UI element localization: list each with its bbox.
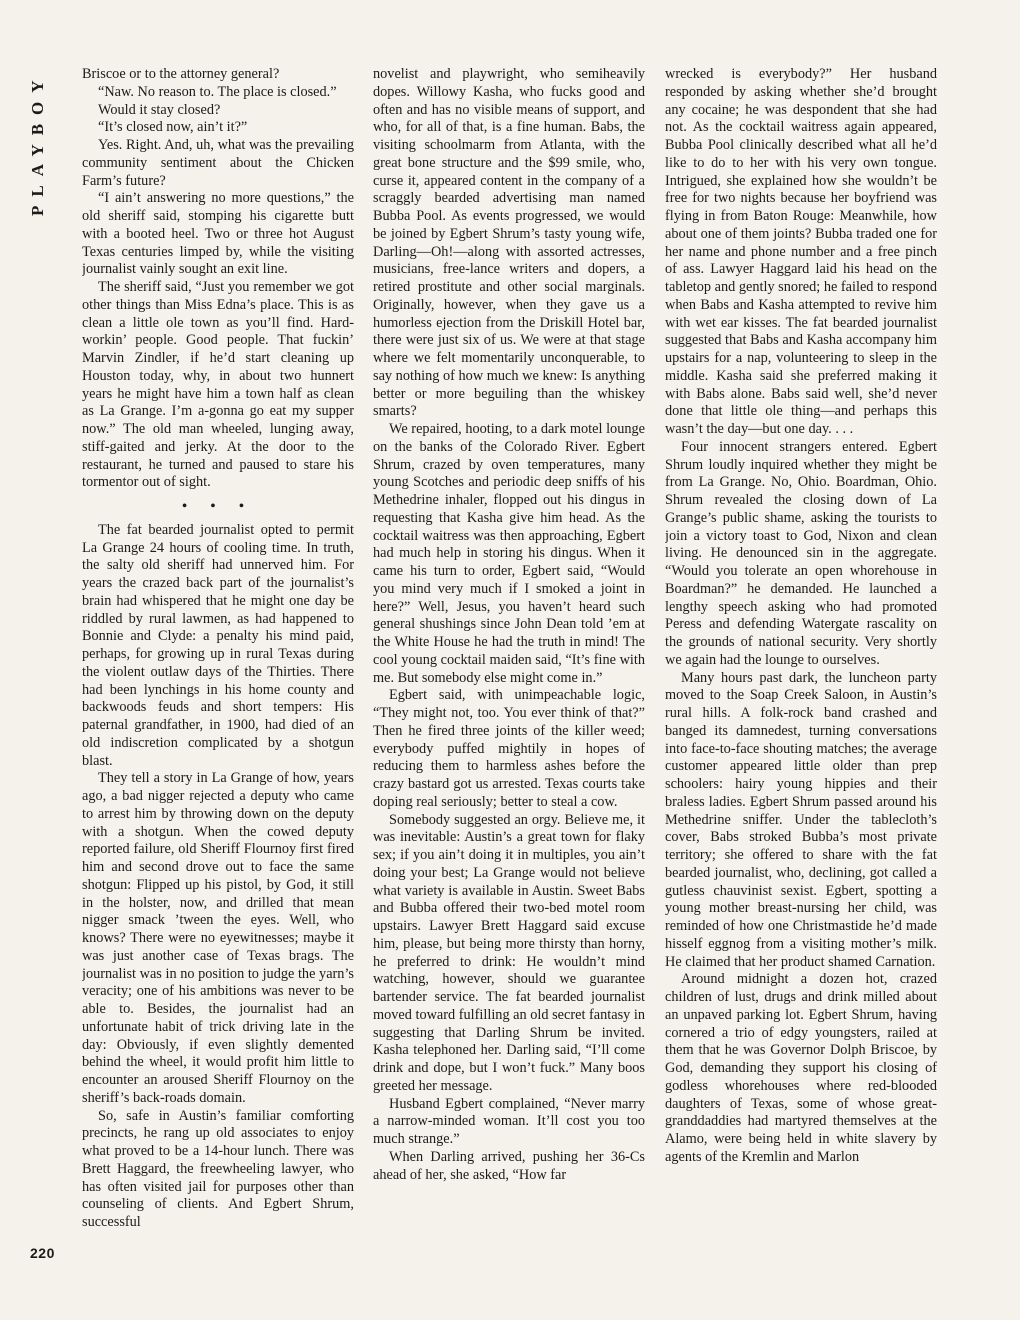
- paragraph: Around midnight a dozen hot, crazed children of lust, drugs and drink milled about an unpaved parking lot. Egbert Shrum, having cornered a trio of edgy youngsters, railed at them that he was Governor Dolph Briscoe, by God, demanding they support his closing of godless whorehouses where red-blooded daughters of Texas, some of whose great-granddaddies had martyred themselves at the Alamo, were being held in white slavery by agents of the Kremlin and Marlon: [665, 971, 937, 1165]
- paragraph: When Darling arrived, pushing her 36-Cs ahead of her, she asked, “How far: [373, 1148, 645, 1183]
- section-separator: • • •: [182, 499, 254, 514]
- page-number: 220: [30, 1245, 55, 1261]
- paragraph: Husband Egbert complained, “Never marry a narrow-minded woman. It’ll cost you too much strange.”: [373, 1095, 645, 1147]
- paragraph: Would it stay closed?: [98, 101, 221, 118]
- paragraph: wrecked is everybody?” Her husband responded by asking whether she’d brought any cocaine; he was despondent that she had not. As the cocktail waitress again appeared, Bubba Pool clinically described what all he’d like to do to her with his very own tongue. Intrigued, she explained how she wouldn’t be free for two nights because her boyfriend was flying in from Baton Rouge: Meanwhile, how about one of them joints? Bubba traded one for her name and phone number and a free pinch of ass. Lawyer Haggard laid his head on the tabletop and gently snored; he failed to respond when Babs and Kasha attempted to revive him with wet ear kisses. The fat bearded journalist suggested that Babs and Kasha accompany him upstairs for a nap, volunteering to sleep in the middle. Kasha said she preferred making it with Babs alone. Babs said well, she’d never done that little ole thing—and perhaps this wasn’t the day—but one day. . . .: [665, 66, 937, 437]
- paragraph: The fat bearded journalist opted to permit La Grange 24 hours of cooling time. In truth, the salty old sheriff had unnerved him. For years the crazed back part of the journalist’s brain had whispered that he might one day be riddled by rural lawmen, as had happened to Bonnie and Clyde: a penalty his mind paid, perhaps, for growing up in rural Texas during the violent outlaw days of the Thirties. There had been lynchings in his home county and backwoods feuds and short tempers: His paternal grandfather, in 1900, had died of an old indiscretion complicated by a shotgun blast.: [82, 521, 354, 769]
- column-3: [665, 66, 937, 1296]
- paragraph: Four innocent strangers entered. Egbert Shrum loudly inquired whether they might be from La Grange. No, Ohio. Boardman, Ohio. Shrum revealed the closing down of La Grange’s public shame, asking the tourists to join a victory toast to God, Nixon and clean living. He denounced sin in the aggregate. “Would you tolerate an open whorehouse in Boardman?” he demanded. He launched a lengthy speech asking who had promoted Peress and defending Watergate rascality on the grounds of national security. Very shortly we again had the lounge to ourselves.: [665, 438, 937, 668]
- paragraph: “Naw. No reason to. The place is closed.”: [98, 83, 337, 100]
- paragraph: “I ain’t answering no more questions,” the old sheriff said, stomping his cigarette butt with a booted heel. Two or three hot August Texas centuries limped by, while the visiting journalist vainly sought an exit line.: [82, 190, 354, 278]
- running-head: PLAYBOY: [28, 71, 47, 216]
- paragraph: novelist and playwright, who semiheavily dopes. Willowy Kasha, who fucks good and often and has no visible means of support, and who, for all of that, is a fine human. Babs, the visiting schoolmarm from Atlanta, with the great bone structure and the $99 smile, who, curse it, appeared content in the company of a scraggly bearded advertising man named Bubba Pool. As events progressed, we would be joined by Egbert Shrum’s tasty young wife, Darling—Oh!—along with assorted actresses, musicians, free-lance writers and dopers, a retired prostitute and other social marginals. Originally, however, when they gave us a humorless ejection from the Driskill Hotel bar, there were just six of us. We were at that stage where we felt momentarily unconquerable, to say nothing of how much we knew: Is anything better or more beguiling than the whiskey smarts?: [373, 66, 645, 420]
- paragraph: Egbert said, with unimpeachable logic, “They might not, too. You ever think of that?” Then he fired three joints of the killer weed; everybody puffed mightily in hopes of reducing them to harmless ashes before the crazy bastard got us arrested. Texas courts take doping real seriously; better to steal a cow.: [373, 687, 645, 810]
- paragraph: The sheriff said, “Just you remember we got other things than Miss Edna’s place. This is as clean a little ole town as you’ll find. Hard-workin’ people. Good people. That fuckin’ Marvin Zindler, if he’d start cleaning up Houston today, why, in about two hunnert years he might have him a town half as clean as La Grange. I’m a-gonna go eat my supper now.” The old man wheeled, lunging away, stiff-gaited and jerky. At the door to the restaurant, he turned and paused to stare his tormentor out of sight.: [82, 279, 354, 491]
- paragraph: Yes. Right. And, uh, what was the prevailing community sentiment about the Chicken Farm’s future?: [82, 137, 354, 189]
- paragraph: Briscoe or to the attorney general?: [82, 66, 280, 82]
- column-2: [373, 66, 645, 1296]
- paragraph: Somebody suggested an orgy. Believe me, it was inevitable: Austin’s a great town for flaky sex; if you ain’t doing it in multiples, you ain’t doing your best; La Grange would not believe what variety is available in Austin. Sweet Babs and Bubba offered their two-bed motel room upstairs. Lawyer Brett Haggard said excuse him, please, but being more thirsty than horny, he preferred to drink: He wouldn’t mind watching, however, should we guarantee bartender service. The fat bearded journalist moved toward fulfilling an old secret fantasy in suggesting that Darling Shrum be invited. Kasha telephoned her. Darling said, “I’ll come drink and dope, but I won’t fuck.” Many boos greeted her message.: [373, 811, 645, 1094]
- paragraph: Many hours past dark, the luncheon party moved to the Soap Creek Saloon, in Austin’s rural hills. A folk-rock band crashed and banged its damnedest, turning conversations into face-to-face shouting matches; the average customer appeared little older than prep schoolers: hairy young hippies and their braless ladies. Egbert Shrum passed around his Methedrine sniffer. Under the tablecloth’s cover, Babs stroked Bubba’s most private territory; she offered to share with the fat bearded journalist, who, declining, got called a gutless chauvinist sexist. Egbert, spotting a young mother breast-nursing her child, was reminded of how one Christmastide he’d made hisself eggnog from a visiting mother’s milk. He claimed that her product shamed Carnation.: [665, 669, 937, 970]
- paragraph: So, safe in Austin’s familiar comforting precincts, he rang up old associates to enjoy what proved to be a 14-hour lunch. There was Brett Haggard, the freewheeling lawyer, who has often visited jail for purposes other than counseling of clients. And Egbert Shrum, successful: [82, 1107, 354, 1230]
- paragraph: They tell a story in La Grange of how, years ago, a bad nigger rejected a deputy who came to arrest him by throwing down on the deputy with a shotgun. When the cowed deputy reported failure, old Sheriff Flournoy first fired him and second drove out to face the same shotgun: Flipped up his pistol, by God, it still in the holster, now, and drilled that mean nigger smack ’tween the eyes. Well, who knows? There were no eyewitnesses; maybe it was just another case of Texas brags. The journalist was in no position to judge the yarn’s veracity; one of his ambitions was never to be able to. Besides, the journalist had an unfortunate habit of trick driving late in the day: Obviously, if even slightly demented behind the wheel, it would profit him little to encounter an aroused Sheriff Flournoy on the sheriff’s back-roads domain.: [82, 770, 354, 1106]
- paragraph: We repaired, hooting, to a dark motel lounge on the banks of the Colorado River. Egbert Shrum, crazed by oven temperatures, many young Scotches and periodic deep sniffs of his Methedrine inhaler, flopped out his dingus in requesting that Kasha give him head. As the cocktail waitress was then approaching, Egbert had much help in storing his dingus. When it came his turn to order, Egbert said, “Would you mind very much if I smoked a joint in here?” Well, Jesus, you haven’t heard such general shushings since John Dean told ’em at the White House he had the truth in mind! The cool young cocktail maiden said, “It’s fine with me. But somebody else might come in.”: [373, 421, 645, 686]
- paragraph: “It’s closed now, ain’t it?”: [98, 119, 248, 136]
- column-1: [82, 66, 354, 1296]
